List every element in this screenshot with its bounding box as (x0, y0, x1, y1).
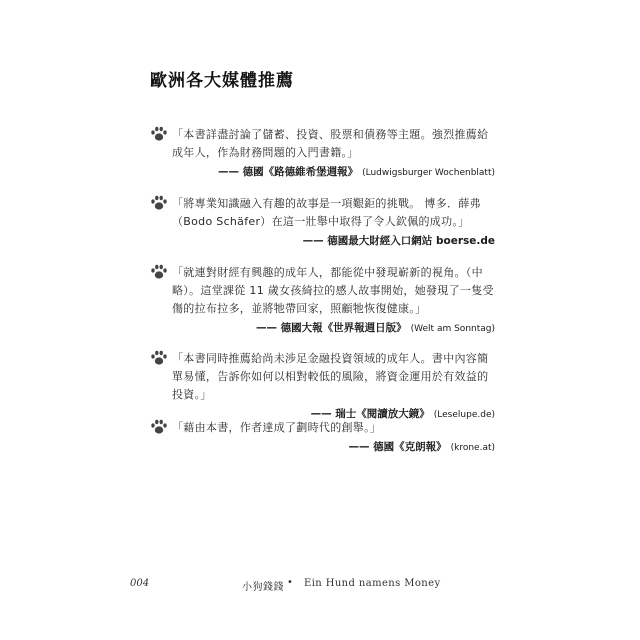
paw-print-icon (150, 419, 168, 435)
review-entry (150, 264, 495, 338)
page-title: 歐洲各大媒體推薦 (150, 71, 294, 91)
review-quote: 「就連對財經有興趣的成年人，都能從中發現嶄新的視角。（中略）。這堂課從 11 歲女孩綺拉的感人故事開始，她發現了一隻受傷的拉布拉多，並將牠帶回家，照顧牠恢復健康。」 (172, 266, 494, 315)
paw-print-icon (150, 126, 168, 142)
review-entry (150, 126, 495, 182)
page-number: 004 (130, 578, 150, 589)
publication-name: (Leselupe.de) (433, 410, 495, 420)
paw-print-icon (150, 195, 168, 211)
review-quote: 「藉由本書，作者達成了劃時代的創舉。」 (172, 421, 382, 434)
publication-name: (krone.at) (450, 443, 495, 453)
review-attribution (150, 438, 495, 457)
review-attribution (150, 319, 495, 338)
book-subtitle: Ein Hund namens Money (304, 578, 441, 589)
review-quote: 「本書詳盡討論了儲蓄、投資、股票和債務等主題。強烈推薦給成年人，作為財務問題的入門書籍。」 (172, 128, 489, 159)
publication-name: (Ludwigsburger Wochenblatt) (362, 168, 495, 178)
footer-separator: • (287, 577, 293, 588)
review-entry (150, 419, 495, 457)
review-quote: 「將專業知識融入有趣的故事是一項艱鉅的挑戰。 博多．薛弗（Bodo Schäfer）在這一壯舉中取得了令人欽佩的成功。」 (172, 197, 481, 228)
review-attribution (150, 232, 495, 250)
review-entry (150, 350, 495, 424)
publication-name: (Welt am Sonntag) (410, 324, 495, 334)
attribution-source: —— 德國最大財經入口網站 boerse.de (302, 235, 495, 247)
paw-print-icon (150, 264, 168, 280)
attribution-source: —— 德國《克朗報》 (348, 441, 447, 453)
attribution-source: —— 德國《路德維希堡週報》 (217, 166, 359, 178)
review-entry (150, 195, 495, 250)
book-title: 小狗錢錢 (242, 582, 284, 593)
paw-print-icon (150, 350, 168, 366)
review-attribution (150, 163, 495, 182)
attribution-source: —— 瑞士《閱讀放大鏡》 (310, 408, 430, 420)
attribution-source: —— 德國大報《世界報週日版》 (255, 322, 407, 334)
review-quote: 「本書同時推薦給尚未涉足金融投資領域的成年人。書中內容簡單易懂，告訴你如何以相對較低的風險，將資金運用於有效益的投資。」 (172, 352, 489, 401)
